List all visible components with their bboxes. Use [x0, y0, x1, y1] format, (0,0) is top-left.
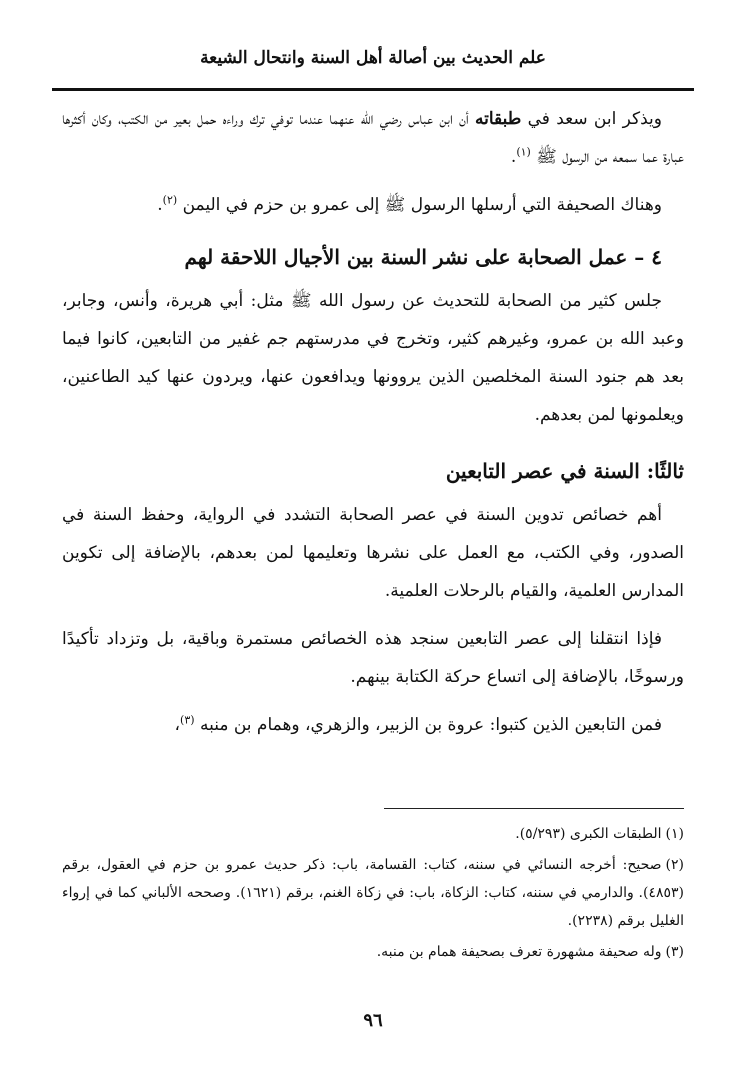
paragraph-sahifa: وهناك الصحيفة التي أرسلها الرسول ﷺ إلى عمرو بن حزم في اليمن $^{(٢)}$.: [157, 193, 662, 215]
footnote-text: الطبقات الكبرى (٥/٢٩٣).: [515, 826, 662, 842]
footnote-2: [62, 851, 684, 935]
footnote-number: (٣): [665, 944, 684, 960]
footnote-1: [62, 820, 684, 848]
running-title: علم الحديث بين أصالة أهل السنة وانتحال الشيعة: [200, 48, 546, 68]
main-text: [62, 100, 684, 744]
paragraph-characteristics: أهم خصائص تدوين السنة في عصر الصحابة التشدد في الرواية، وحفظ السنة في الصدور، وفي الكتب، مع العمل على نشرها وتعليمها لمن بعدهم، بالإضافة إلى تكوين المدارس العلمية، والقيام بالرحلات العلمية.: [62, 505, 684, 601]
paragraph-ibn-saad: ويذكر ابن سعد في طبقاته أن ابن عباس رضي الله عنهما عندما توفي ترك وراءه حمل بعير من الكتب، وكان أكثرها عبارة عما سمعه من الرسول ﷺ $^{(١)}$.: [62, 109, 684, 167]
subsection-heading-tabiin: ثالثًا: السنة في عصر التابعين: [445, 459, 684, 483]
paragraph-companions: جلس كثير من الصحابة للتحديث عن رسول الله ﷺ مثل: أبي هريرة، وأنس، وجابر، وعبد الله بن عمرو، وغيرهم كثير، وتخرج في مدرستهم جم غفير من التابعين، كانوا فيما بعد هم جنود السنة المخلصين الذين يروونها ويدافعون عنها، ويردون عنها كيد الطاعنين، ويعلمونها لمن بعدهم.: [62, 291, 684, 425]
footnote-number: (٢): [665, 857, 684, 873]
footnote-text: صحيح: أخرجه النسائي في سننه، كتاب: القسامة، باب: ذكر حديث عمرو بن حزم في العقول، برقم (٤٨٥٣). والدارمي في سننه، كتاب: الزكاة، باب: في زكاة الغنم، برقم (١٦٢١). وصححه الألباني كما في إرواء الغليل برقم (٢٢٣٨).: [62, 857, 684, 929]
footnote-ref-2: (٢): [162, 193, 178, 207]
footnote-separator: [384, 808, 684, 809]
footnotes: [62, 820, 684, 969]
footnote-ref-1: (١): [516, 145, 531, 159]
bold-tabaqat: طبقاته: [474, 109, 522, 129]
section-heading-4: ٤ – عمل الصحابة على نشر السنة بين الأجيال اللاحقة لهم: [184, 245, 662, 269]
paragraph-continuation: فإذا انتقلنا إلى عصر التابعين سنجد هذه الخصائص مستمرة وباقية، بل وتزداد تأكيدًا ورسوخًا، بالإضافة إلى اتساع حركة الكتابة بينهم.: [62, 629, 684, 687]
paragraph-writers: فمن التابعين الذين كتبوا: عروة بن الزبير، والزهري، وهمام بن منبه $^{(٣)}$،: [174, 713, 662, 735]
header-rule: [52, 88, 694, 91]
footnote-ref-3: (٣): [180, 713, 195, 727]
footnote-number: (١): [665, 826, 684, 842]
footnote-3: [62, 938, 684, 966]
footnote-text: وله صحيفة مشهورة تعرف بصحيفة همام بن منبه.: [376, 944, 662, 960]
page-number: ٩٦: [363, 1010, 383, 1031]
